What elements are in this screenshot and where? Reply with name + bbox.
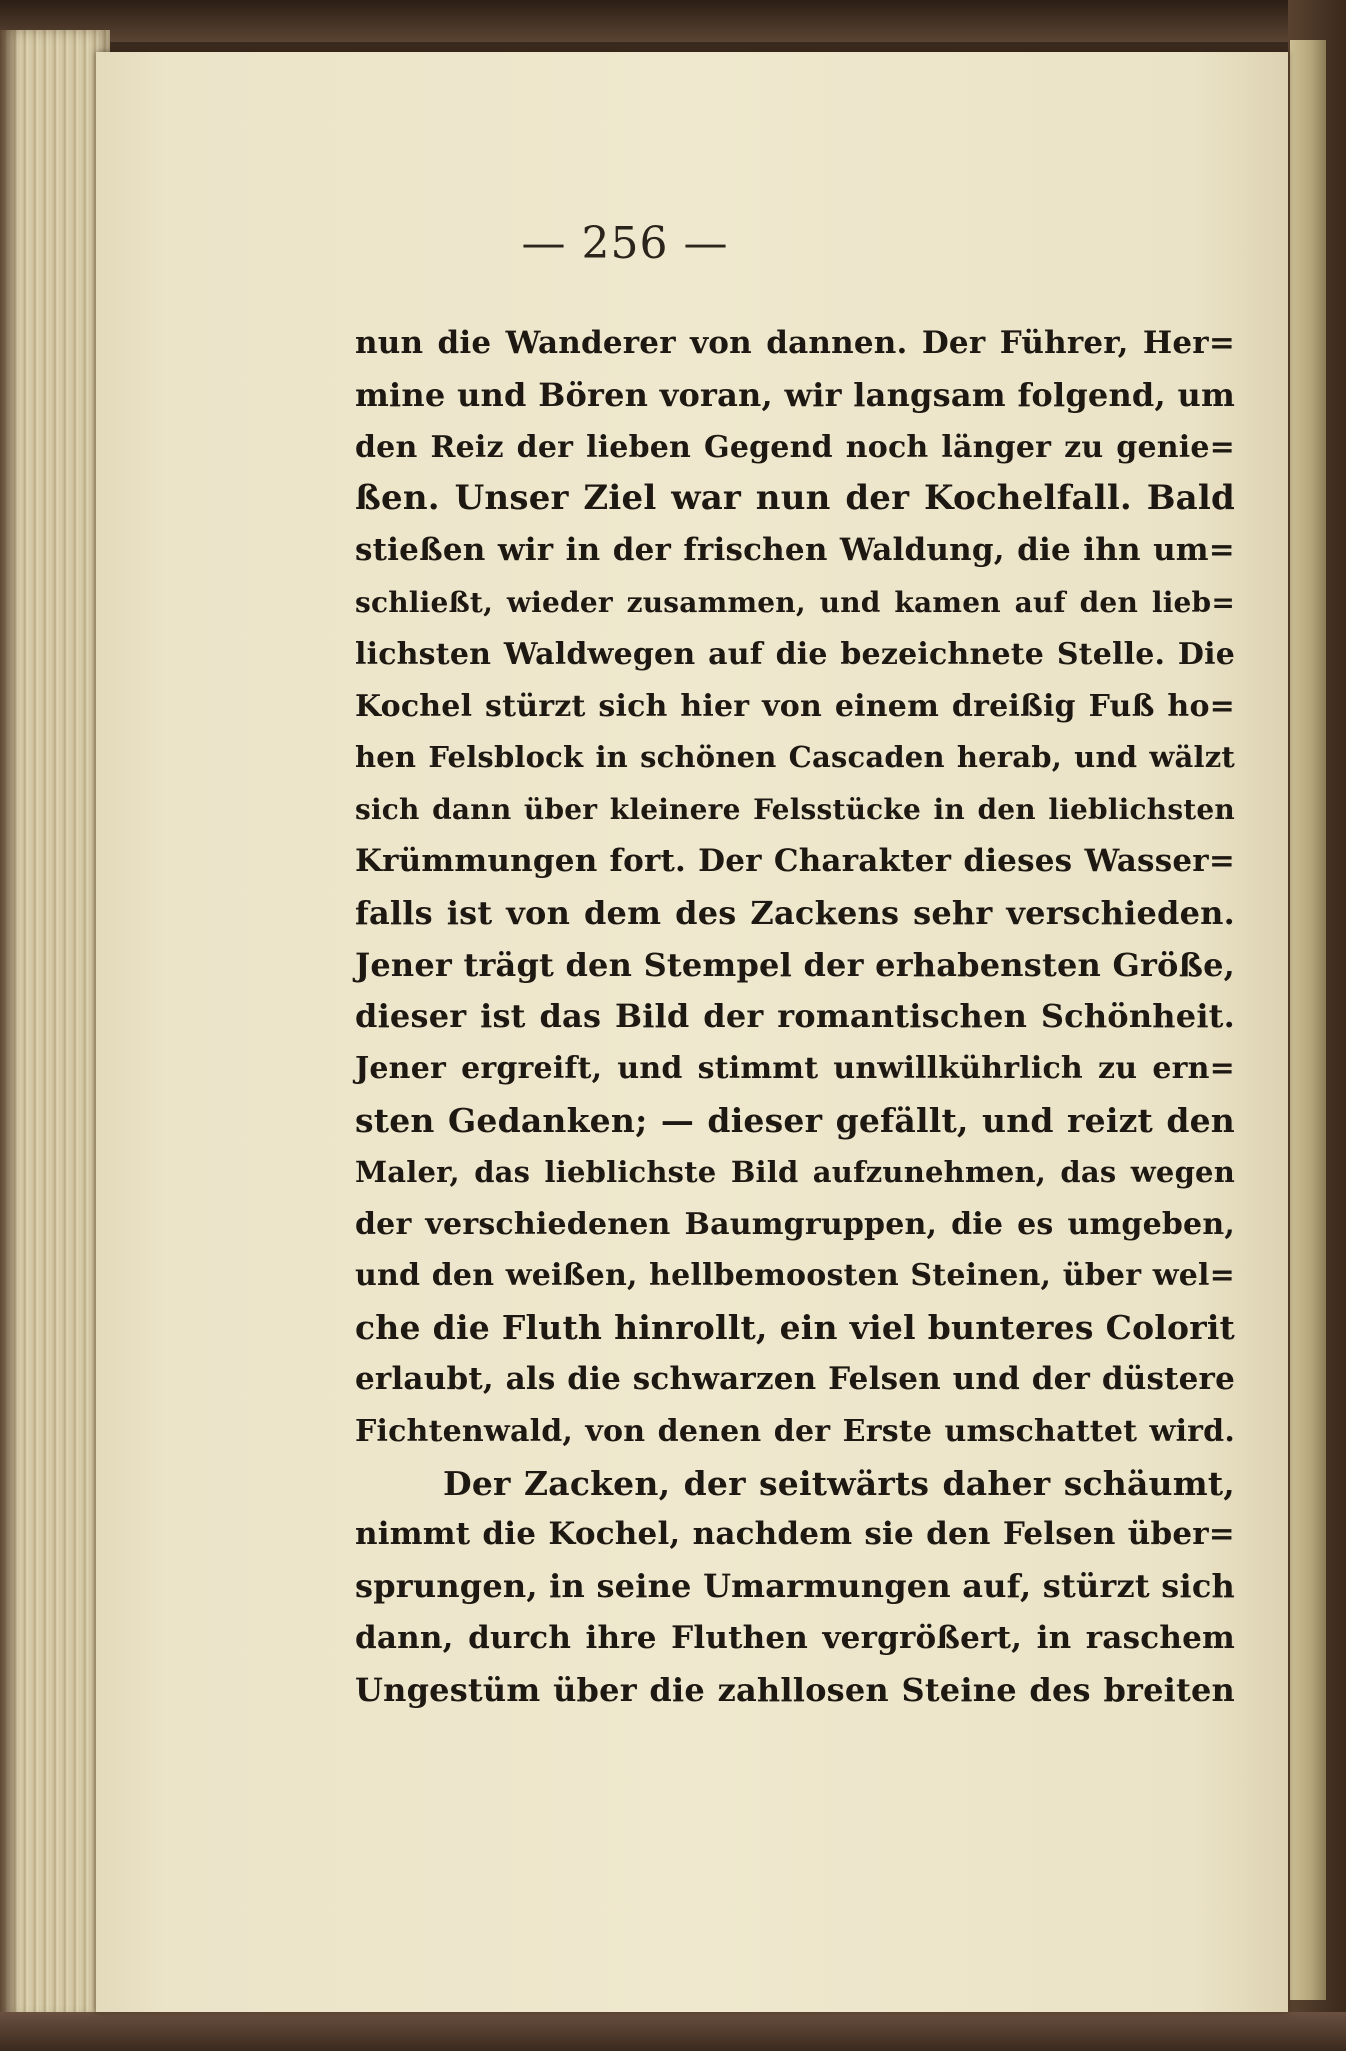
text-line: sten Gedanken; — dieser gefällt, und reizt den	[355, 1100, 1235, 1140]
book-top-edge	[0, 0, 1346, 42]
text-line: den Reiz der lieben Gegend noch länger zu genie=	[355, 429, 1235, 465]
text-line: sprungen, in seine Umarmungen auf, stürzt sich	[355, 1567, 1235, 1606]
page-number: — 256 —	[521, 218, 729, 269]
text-line: und den weißen, hellbemoosten Steinen, über wel=	[355, 1258, 1235, 1294]
text-line: erlaubt, als die schwarzen Felsen und der düstere	[355, 1360, 1235, 1397]
text-line: sich dann über kleinere Felsstücke in den lieblichsten	[355, 793, 1235, 827]
text-line: der verschiedenen Baumgruppen, die es umgeben,	[355, 1206, 1235, 1242]
text-line: Fichtenwald, von denen der Erste umschattet wird.	[355, 1413, 1235, 1449]
right-page-sliver	[1290, 40, 1326, 2000]
text-line: lichsten Waldwegen auf die bezeichnete Stelle. Die	[355, 636, 1235, 672]
text-line: hen Felsblock in schönen Cascaden herab, und wälzt	[355, 740, 1235, 775]
text-line: Krümmungen fort. Der Charakter dieses Wasser=	[355, 842, 1235, 879]
book-bottom-edge	[0, 2012, 1346, 2051]
text-line: dieser ist das Bild der romantischen Schönheit.	[355, 997, 1235, 1036]
text-line: Jener trägt den Stempel der erhabensten Größe,	[355, 945, 1235, 984]
text-line: stießen wir in der frischen Waldung, die ihn um=	[355, 532, 1235, 569]
text-line: schließt, wieder zusammen, und kamen auf den lieb=	[355, 585, 1235, 619]
text-line: mine und Bören voran, wir langsam folgend, um	[355, 375, 1235, 414]
text-line: Jener ergreift, und stimmt unwillkührlich zu ern=	[355, 1051, 1235, 1087]
text-block	[355, 318, 1235, 1717]
text-line: Maler, das lieblichste Bild aufzunehmen, das wegen	[355, 1154, 1235, 1189]
left-shadow	[0, 30, 20, 2020]
text-line: nun die Wanderer von dannen. Der Führer, Her=	[355, 325, 1235, 361]
text-line: ßen. Unser Ziel war nun der Kochelfall. Bald	[355, 478, 1235, 519]
text-line: dann, durch ihre Fluthen vergrößert, in raschem	[355, 1619, 1235, 1656]
text-line: Ungestüm über die zahllosen Steine des breiten	[355, 1670, 1235, 1709]
text-line-paragraph-start: Der Zacken, der seitwärts daher schäumt,	[443, 1463, 1235, 1503]
text-line: nimmt die Kochel, nachdem sie den Felsen über=	[355, 1516, 1235, 1553]
text-line: falls ist von dem des Zackens sehr verschieden.	[355, 893, 1235, 932]
text-line: che die Fluth hinrollt, ein viel bunteres Colorit	[355, 1308, 1235, 1348]
text-line: Kochel stürzt sich hier von einem dreißig Fuß ho=	[355, 688, 1235, 724]
